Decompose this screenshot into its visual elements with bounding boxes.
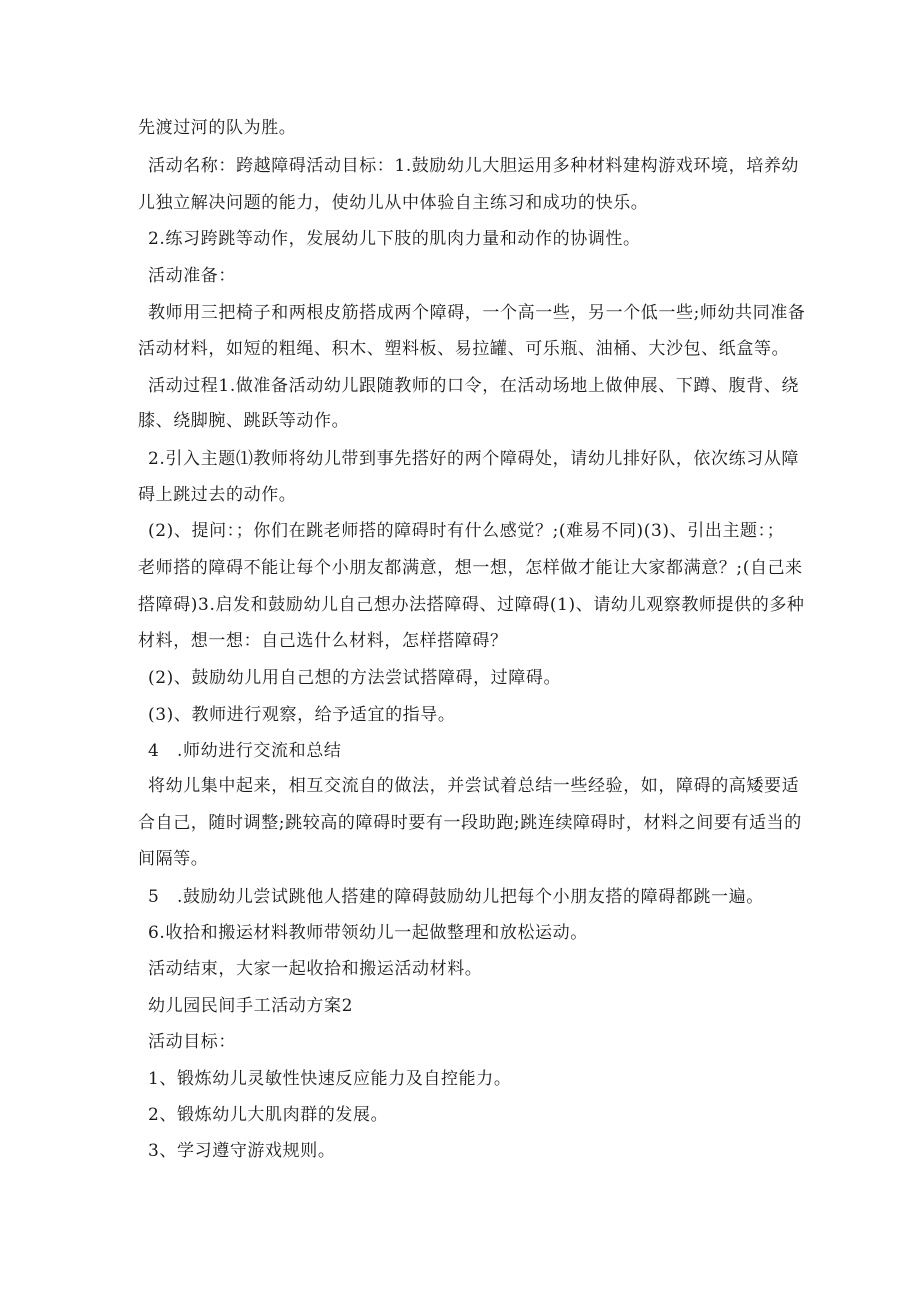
text-line: 活动结束，大家一起收拾和搬运活动材料。 [148, 959, 483, 979]
text-line: 活动目标： [148, 1032, 236, 1052]
text-line: 活动准备： [148, 266, 236, 286]
text-line: 将幼儿集中起来，相互交流自的做法，并尝试着总结一些经验，如，障碍的高矮要适 [148, 776, 800, 796]
text-line: 间隔等。 [138, 849, 209, 869]
text-line: 1、锻炼幼儿灵敏性快速反应能力及自控能力。 [148, 1069, 512, 1089]
text-line: 先渡过河的队为胜。 [138, 118, 297, 138]
text-line: (2)、鼓励幼儿用自己想的方法尝试搭障碍，过障碍。 [148, 668, 562, 688]
text-line: 活动名称：跨越障碍活动目标：1.鼓励幼儿大胆运用多种材料建构游戏环境，培养幼 [148, 156, 800, 176]
text-line: 2、锻炼幼儿大肌肉群的发展。 [148, 1105, 389, 1125]
text-line: (2)、提问：；你们在跳老师搭的障碍时有什么感觉？;(难易不同)(3)、引出主题：； [148, 521, 785, 541]
text-line: 材料，想一想：自己选什么材料，怎样搭障碍？ [138, 631, 508, 651]
text-line: 儿独立解决问题的能力，使幼儿从中体验自主练习和成功的快乐。 [138, 193, 649, 213]
text-line: 3、学习遵守游戏规则。 [148, 1141, 336, 1161]
text-line: (3)、教师进行观察，给予适宜的指导。 [148, 705, 456, 725]
text-line: 幼儿园民间手工活动方案2 [148, 996, 354, 1016]
text-line: 膝、绕脚腕、跳跃等动作。 [138, 411, 350, 431]
text-line: 活动过程1.做准备活动幼儿跟随教师的口令，在活动场地上做伸展、下蹲、腹背、绕 [148, 376, 800, 396]
text-line: 4 .师幼进行交流和总结 [148, 741, 342, 761]
text-line: 2.引入主题⑴教师将幼儿带到事先搭好的两个障碍处，请幼儿排好队，依次练习从障 [148, 449, 800, 469]
text-line: 2.练习跨跳等动作，发展幼儿下肢的肌肉力量和动作的协调性。 [148, 229, 641, 249]
text-line: 教师用三把椅子和两根皮筋搭成两个障碍，一个高一些，另一个低一些;师幼共同准备 [148, 303, 806, 323]
text-line: 搭障碍)3.启发和鼓励幼儿自己想办法搭障碍、过障碍(1)、请幼儿观察教师提供的多种 [138, 595, 805, 615]
text-line: 碍上跳过去的动作。 [138, 485, 297, 505]
text-line: 5 .鼓励幼儿尝试跳他人搭建的障碍鼓励幼儿把每个小朋友搭的障碍都跳一遍。 [148, 887, 764, 907]
text-line: 老师搭的障碍不能让每个小朋友都满意，想一想，怎样做才能让大家都满意？;(自己来 [138, 558, 803, 578]
text-line: 6.收拾和搬运材料教师带领幼儿一起做整理和放松运动。 [148, 923, 588, 943]
text-line: 合自己，随时调整;跳较高的障碍时要有一段助跑;跳连续障碍时，材料之间要有适当的 [138, 813, 802, 833]
text-line: 活动材料，如短的粗绳、积木、塑料板、易拉罐、可乐瓶、油桶、大沙包、纸盒等。 [138, 339, 790, 359]
